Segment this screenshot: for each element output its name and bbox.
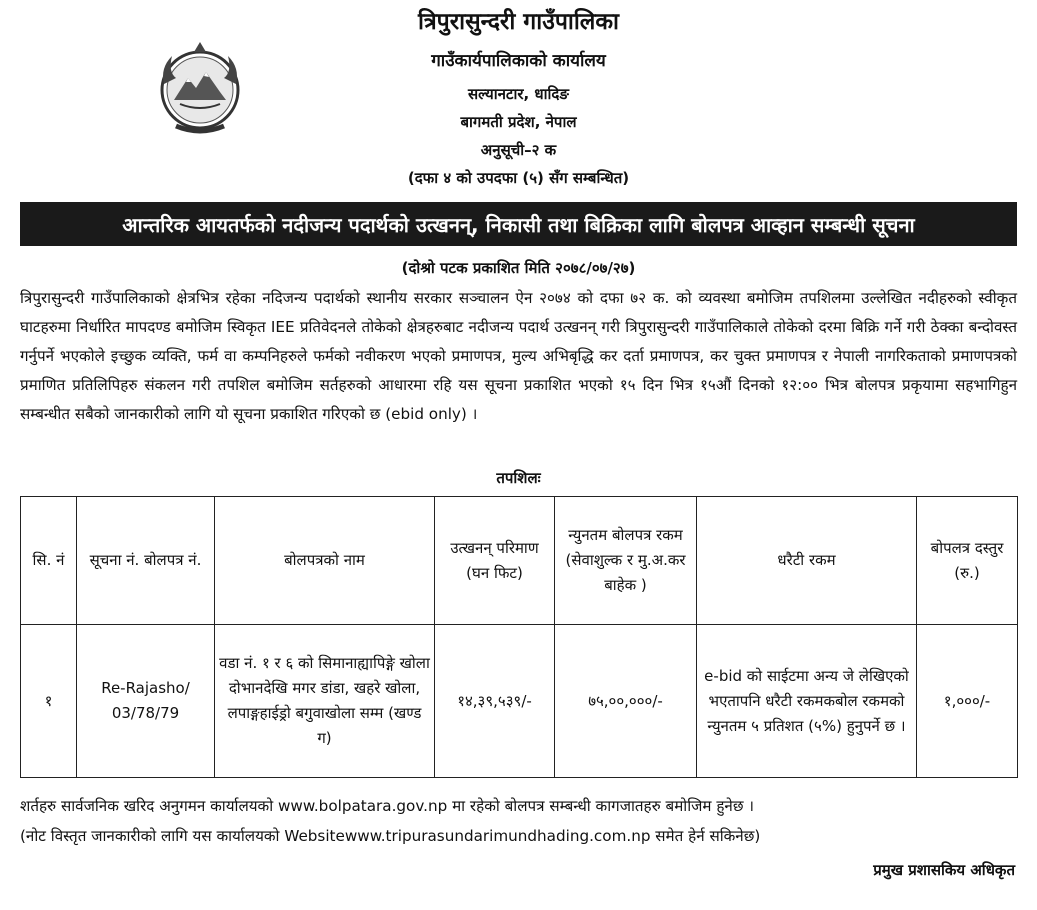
office-name: त्रिपुरासुन्दरी गाउँपालिका: [417, 9, 620, 35]
notice-title-banner: आन्तरिक आयतर्फको नदीजन्य पदार्थको उत्खनन्, निकासी तथा बिक्रिका लागि बोलपत्र आव्हान सम्बन्धी सूचना: [20, 202, 1017, 246]
cell-fee: १,०००/-: [917, 625, 1018, 778]
details-label: तपशिलः: [496, 469, 541, 487]
bid-details-table: [20, 496, 1018, 778]
section-reference: (दफा ४ को उपदफा (५) सँग सम्बन्धित): [407, 169, 630, 187]
col-header-sn: सि. नं: [21, 497, 77, 625]
schedule-label: अनुसूची–२ क: [480, 141, 557, 159]
cell-sn: १: [21, 625, 77, 778]
cell-bid-name: वडा नं. १ र ६ को सिमानाह्यापिङ्गे खोला दोभानदेखि मगर डांडा, खहरे खोला, लपाङ्गहाईड्रो बगुवाखोला सम्म (खण्ड ग): [215, 625, 435, 778]
col-header-min-bid: न्युनतम बोलपत्र रकम (सेवाशुल्क र मु.अ.कर बाहेक ): [555, 497, 697, 625]
address-line-1: सल्यानटार, धादिङ: [468, 85, 569, 103]
col-header-notice-no: सूचना नं. बोलपत्र नं.: [77, 497, 215, 625]
publication-date: (दोश्रो पटक प्रकाशित मिति २०७८/०७/२७): [401, 259, 636, 277]
footer-terms: शर्तहरु सार्वजनिक खरिद अनुगमन कार्यालयको www.bolpatara.gov.np मा रहेको बोलपत्र सम्बन्धी कागजातहरु बमोजिम हुनेछ ।: [20, 797, 755, 815]
cell-deposit: e-bid को साईटमा अन्य जे लेखिएको भएतापनि धरैटी रकमकबोल रकमको न्युनतम ५ प्रतिशत (५%) हुनुपर्ने छ ।: [697, 625, 917, 778]
table-header-row: [21, 497, 1018, 625]
cell-quantity: १४,३९,५३९/-: [435, 625, 555, 778]
address-line-2: बागमती प्रदेश, नेपाल: [460, 113, 577, 131]
col-header-fee: बोपलत्र दस्तुर (रु.): [917, 497, 1018, 625]
cell-min-bid: ७५,००,०००/-: [555, 625, 697, 778]
table-row: [21, 625, 1018, 778]
signatory: प्रमुख प्रशासकिय अधिकृत: [873, 861, 1015, 879]
cell-notice-no: Re-Rajasho/ 03/78/79: [77, 625, 215, 778]
notice-body: त्रिपुरासुन्दरी गाउँपालिकाको क्षेत्रभित्र रहेका नदिजन्य पदार्थको स्थानीय सरकार सञ्चालन ऐन २०७४ को दफा ७२ क. को व्यवस्था बमोजिम तपशिलमा उल्लेखित नदीहरुको स्वीकृत घाटहरुमा निर्धारित मापदण्ड बमोजिम स्विकृत IEE प्रतिवेदनले तोकेको क्षेत्रहरुबाट नदीजन्य पदार्थ उत्खनन् गरी त्रिपुरासुन्दरी गाउँपालिकाले तोकेको दरमा बिक्रि गर्ने गरी ठेक्का बन्दोवस्त गर्नुपर्ने भएकोले इच्छुक व्यक्ति, फर्म वा कम्पनिहरुले फर्मको नवीकरण भएको प्रमाणपत्र, मुल्य अभिबृद्धि कर दर्ता प्रमाणपत्र, कर चुक्त प्रमाणपत्र र नेपाली नागरिकताको प्रमाणपत्रको प्रमाणित प्रतिलिपिहरु संकलन गरी तपशिल बमोजिम सर्तहरुको आधारमा रहि यस सूचना प्रकाशित भएको १५ दिन भित्र १५औं दिनको १२:०० भित्र बोलपत्र प्रकृयामा सहभागिहुन सम्बन्धीत सबैको जानकारीको लागि यो सूचना प्रकाशित गरिएको छ (ebid only) ।: [20, 289, 1017, 423]
footer-note: (नोट विस्तृत जानकारीको लागि यस कार्यालयको Websitewww.tripurasundarimundhading.com.np समेत हेर्न सकिनेछ): [20, 827, 761, 845]
col-header-bid-name: बोलपत्रको नाम: [215, 497, 435, 625]
col-header-quantity: उत्खनन् परिमाण (घन फिट): [435, 497, 555, 625]
office-subtitle: गाउँकार्यपालिकाको कार्यालय: [431, 51, 606, 71]
col-header-deposit: धरैटी रकम: [697, 497, 917, 625]
